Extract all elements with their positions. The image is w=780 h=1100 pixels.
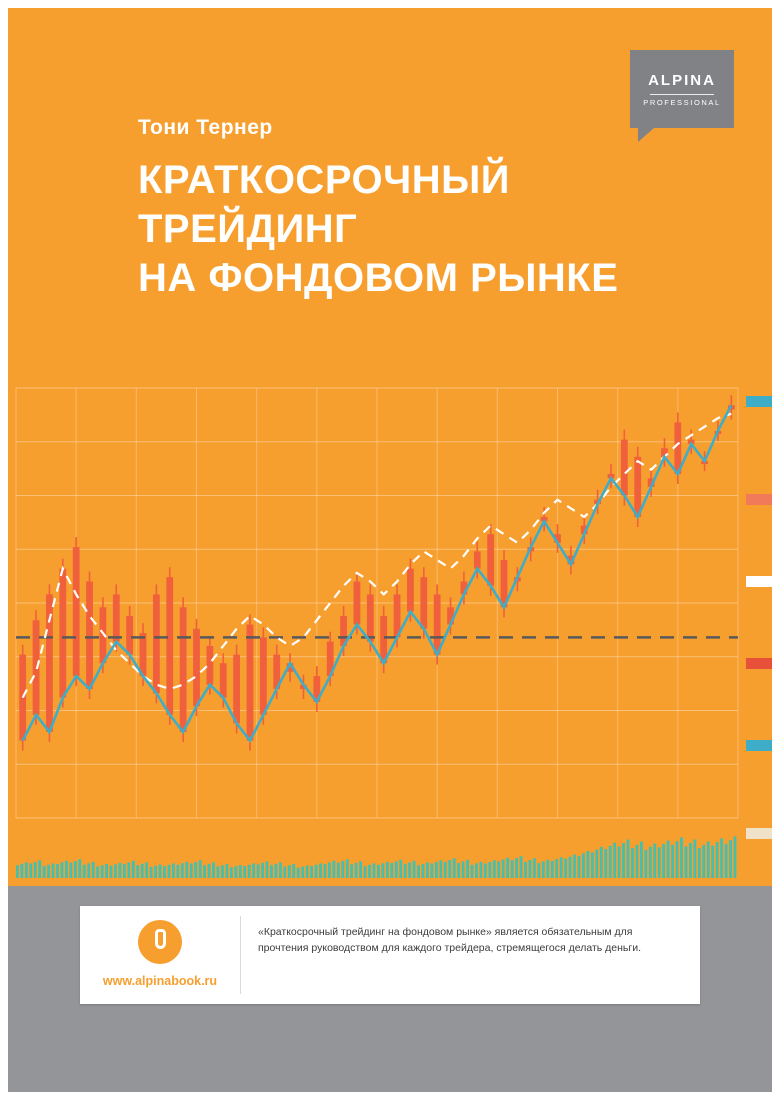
color-tick-3 <box>746 576 772 587</box>
chart-volume-bars <box>16 836 736 878</box>
blurb-panel <box>80 906 700 1004</box>
blurb-text: «Краткосрочный трейдинг на фондовом рынке» является обязательным для прочтения руководством для каждого трейдера, стремящегося делать деньги. <box>258 926 642 955</box>
publisher-logo-badge <box>630 50 734 128</box>
chart-gridlines <box>16 388 738 818</box>
speech-bubble-tail-icon <box>638 128 654 142</box>
publisher-rule <box>650 94 714 95</box>
publisher-website: www.alpinabook.ru <box>102 974 218 988</box>
title-line-2: ТРЕЙДИНГ <box>138 206 358 251</box>
color-tick-4 <box>746 658 772 669</box>
cover-front <box>8 8 772 1092</box>
color-tick-5 <box>746 740 772 751</box>
chart-svg <box>8 378 772 898</box>
publisher-name: ALPINA <box>648 72 716 89</box>
color-tick-2 <box>746 494 772 505</box>
blurb-divider <box>240 916 241 994</box>
book-author: Тони Тернер <box>138 116 273 139</box>
publisher-subtitle: PROFESSIONAL <box>643 98 721 107</box>
color-tick-strip <box>746 396 772 856</box>
alpina-logo-icon <box>138 920 182 964</box>
stock-chart-illustration <box>8 378 772 898</box>
title-line-3: НА ФОНДОВОМ РЫНКЕ <box>138 255 619 300</box>
title-line-1: КРАТКОСРОЧНЫЙ <box>138 158 510 202</box>
book-title <box>138 156 698 302</box>
color-tick-1 <box>746 396 772 407</box>
color-tick-6 <box>746 828 772 839</box>
